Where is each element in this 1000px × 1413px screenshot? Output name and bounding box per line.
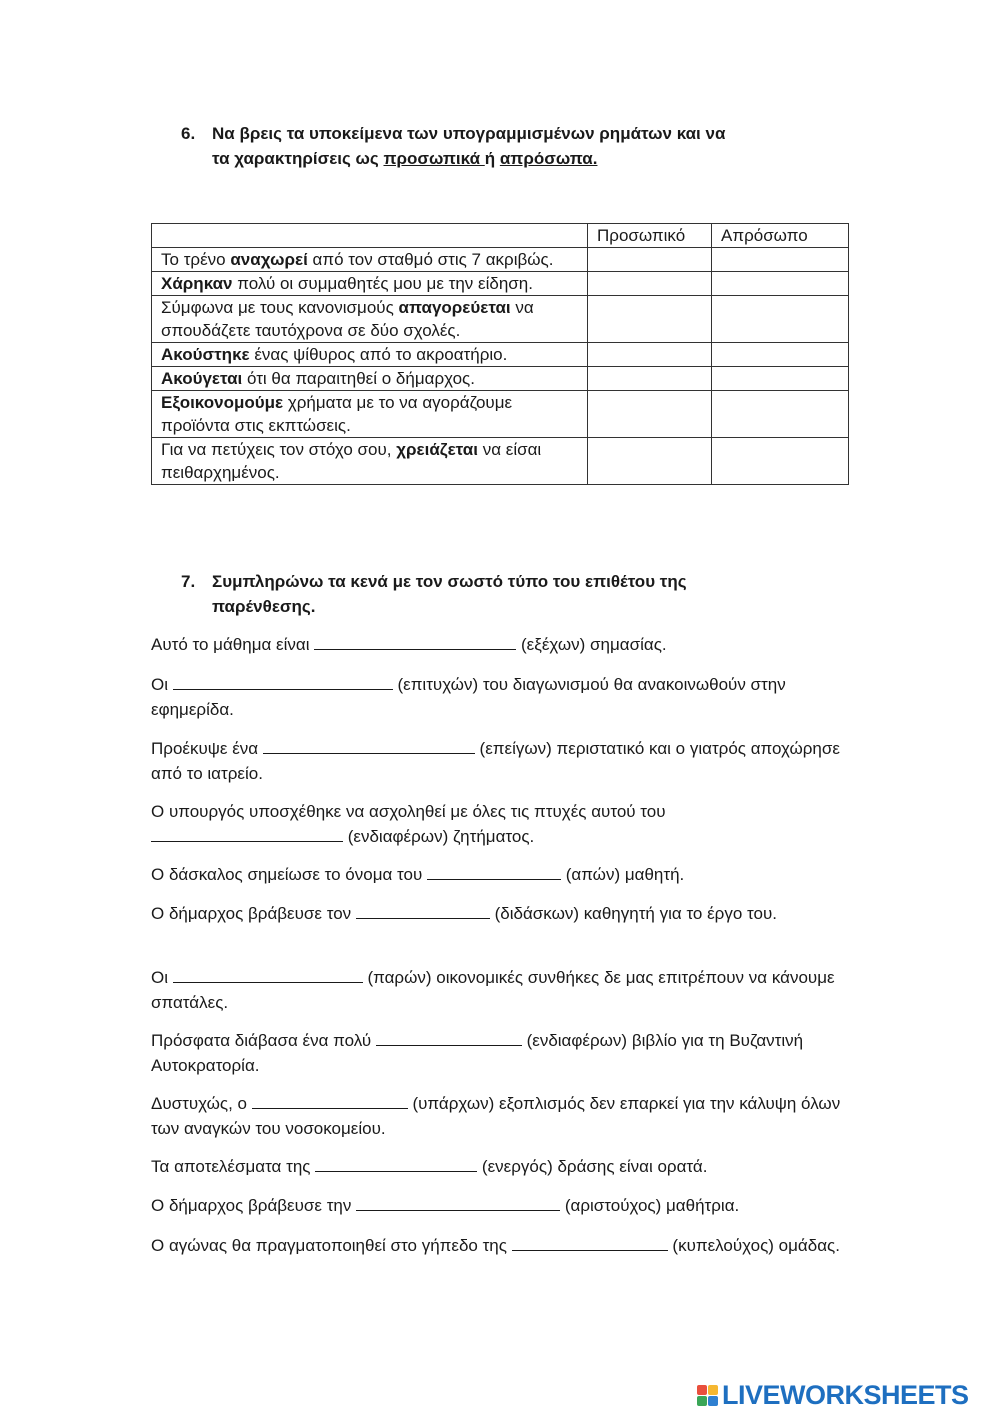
- liveworksheets-logo-text: LIVEWORKSHEETS: [722, 1379, 969, 1410]
- table-header-personal: Προσωπικό: [588, 224, 712, 248]
- question-6-line-2: [212, 146, 833, 171]
- liveworksheets-logo-icon: [697, 1385, 718, 1406]
- exercise-text-after: (αριστούχος) μαθήτρια.: [560, 1196, 740, 1215]
- question-7-heading: [183, 569, 833, 619]
- table-row: [152, 391, 849, 438]
- blank-input[interactable]: [151, 826, 343, 842]
- question-7-line-2: παρένθεσης.: [212, 597, 316, 616]
- exercise-item: [151, 1091, 851, 1141]
- impersonal-answer-cell[interactable]: [712, 367, 849, 391]
- sentence-post: χρήματα με το να αγοράζουμε προϊόντα στις εκπτώσεις.: [161, 393, 513, 435]
- exercise-text-after: (επείγων) περιστατικό και ο γιατρός αποχώρησε από το ιατρείο.: [151, 739, 840, 783]
- blank-input[interactable]: [314, 634, 516, 650]
- question-6-or: ή: [484, 149, 500, 168]
- question-7-line-1: Συμπληρώνω τα κενά με τον σωστό τύπο του επιθέτου της: [212, 572, 687, 591]
- table-row: [152, 296, 849, 343]
- impersonal-answer-cell[interactable]: [712, 343, 849, 367]
- exercise-text-after: (διδάσκων) καθηγητή για το έργο του.: [489, 904, 777, 923]
- table-header-impersonal: Απρόσωπο: [712, 224, 849, 248]
- personal-answer-cell[interactable]: [588, 391, 712, 438]
- sentence-post: ότι θα παραιτηθεί ο δήμαρχος.: [242, 369, 475, 388]
- exercise-text-before: Πρόσφατα διάβασα ένα πολύ: [151, 1031, 376, 1050]
- table-row-sentence: [152, 438, 588, 485]
- exercise-item: [151, 862, 851, 887]
- exercise-item: [151, 672, 851, 722]
- exercise-item: [151, 1154, 851, 1179]
- personal-answer-cell[interactable]: [588, 438, 712, 485]
- exercise-text-after: (κυπελούχος) ομάδας.: [667, 1236, 840, 1255]
- exercise-text-after: (παρών) οικονομικές συνθήκες δε μας επιτρέπουν να κάνουμε σπατάλες.: [151, 968, 835, 1012]
- exercise-text-before: Δυστυχώς, ο: [151, 1094, 252, 1113]
- exercise-text-before: Τα αποτελέσματα της: [151, 1157, 316, 1176]
- exercise-item: [151, 632, 851, 657]
- blank-input[interactable]: [356, 903, 490, 919]
- impersonal-answer-cell[interactable]: [712, 296, 849, 343]
- sentence-pre: Για να πετύχεις τον στόχο σου,: [161, 440, 397, 459]
- blank-input[interactable]: [512, 1235, 668, 1251]
- exercise-text-after: (απών) μαθητή.: [560, 865, 685, 884]
- table-row: [152, 272, 849, 296]
- blank-input[interactable]: [263, 738, 475, 754]
- exercise-text-before: Οι: [151, 968, 173, 987]
- sentence-post: να είσαι πειθαρχημένος.: [161, 440, 542, 482]
- exercise-text-before: Οι: [151, 675, 173, 694]
- question-6-number: 6.: [181, 124, 196, 143]
- exercise-text-after: (ενδιαφέρων) ζητήματος.: [343, 827, 535, 846]
- exercise-text-before: Ο υπουργός υποσχέθηκε να ασχοληθεί με όλες τις πτυχές αυτού του: [151, 802, 666, 821]
- sentence-post: από τον σταθμό στις 7 ακριβώς.: [307, 250, 554, 269]
- exercise-item: [151, 1233, 851, 1258]
- underlined-impersonal: απρόσωπα.: [499, 149, 598, 168]
- sentence-post: να σπουδάζετε ταυτόχρονα σε δύο σχολές.: [161, 298, 534, 340]
- table-row-sentence: [152, 391, 588, 438]
- sentence-post: ένας ψίθυρος από το ακροατήριο.: [249, 345, 508, 364]
- sentence-verb: Ακούγεται: [161, 369, 243, 388]
- sentence-verb: Χάρηκαν: [161, 274, 233, 293]
- sentence-verb: απαγορεύεται: [398, 298, 511, 317]
- logo-square-green: [697, 1396, 707, 1406]
- impersonal-answer-cell[interactable]: [712, 391, 849, 438]
- exercise-text-before: Ο δήμαρχος βράβευσε την: [151, 1196, 357, 1215]
- exercise-item: [151, 736, 851, 786]
- impersonal-answer-cell[interactable]: [712, 272, 849, 296]
- table-row-sentence: [152, 343, 588, 367]
- exercise-text-before: Ο δήμαρχος βράβευσε τον: [151, 904, 356, 923]
- blank-input[interactable]: [315, 1156, 477, 1172]
- blank-input[interactable]: [173, 967, 363, 983]
- exercise-item: [151, 1193, 851, 1218]
- sentence-verb: χρειάζεται: [396, 440, 478, 459]
- question-6-heading: [183, 121, 833, 171]
- blank-input[interactable]: [356, 1195, 560, 1211]
- logo-square-red: [697, 1385, 707, 1395]
- blank-input[interactable]: [427, 864, 561, 880]
- personal-answer-cell[interactable]: [588, 272, 712, 296]
- sentence-pre: Το τρένο: [161, 250, 231, 269]
- logo-square-blue: [708, 1396, 718, 1406]
- table-header-row: [152, 224, 849, 248]
- table-row-sentence: [152, 367, 588, 391]
- table-row-sentence: [152, 248, 588, 272]
- exercise-text-before: Ο αγώνας θα πραγματοποιηθεί στο γήπεδο της: [151, 1236, 512, 1255]
- exercise-item: [151, 901, 851, 926]
- blank-input[interactable]: [376, 1030, 522, 1046]
- exercise-text-after: (ενδιαφέρων) βιβλίο για τη Βυζαντινή Αυτοκρατορία.: [151, 1031, 804, 1075]
- impersonal-answer-cell[interactable]: [712, 248, 849, 272]
- sentence-verb: Ακούστηκε: [161, 345, 250, 364]
- personal-answer-cell[interactable]: [588, 367, 712, 391]
- sentence-verb: αναχωρεί: [230, 250, 308, 269]
- sentence-verb: Εξοικονομούμε: [161, 393, 284, 412]
- exercise-text-before: Προέκυψε ένα: [151, 739, 263, 758]
- logo-square-yellow: [708, 1385, 718, 1395]
- impersonal-answer-cell[interactable]: [712, 438, 849, 485]
- exercise-text-after: (ενεργός) δράσης είναι ορατά.: [477, 1157, 708, 1176]
- personal-answer-cell[interactable]: [588, 343, 712, 367]
- exercise-item: [151, 1028, 851, 1078]
- table-row: [152, 367, 849, 391]
- exercise-item: [151, 965, 851, 1015]
- table-row: [152, 248, 849, 272]
- table-row-sentence: [152, 272, 588, 296]
- sentence-pre: Σύμφωνα με τους κανονισμούς: [161, 298, 399, 317]
- table-row: [152, 438, 849, 485]
- question-6-line-2-text: τα χαρακτηρίσεις ως: [212, 149, 384, 168]
- verbs-classification-table: [151, 223, 849, 485]
- blank-input[interactable]: [252, 1093, 408, 1109]
- exercise-text-after: (υπάρχων) εξοπλισμός δεν επαρκεί για την κάλυψη όλων των αναγκών του νοσοκομείου.: [151, 1094, 841, 1138]
- blank-input[interactable]: [173, 674, 393, 690]
- exercise-text-after: (εξέχων) σημασίας.: [516, 635, 667, 654]
- personal-answer-cell[interactable]: [588, 248, 712, 272]
- table-row-sentence: [152, 296, 588, 343]
- table-row: [152, 343, 849, 367]
- personal-answer-cell[interactable]: [588, 296, 712, 343]
- exercise-text-after: (επιτυχών) του διαγωνισμού θα ανακοινωθούν στην εφημερίδα.: [151, 675, 786, 719]
- underlined-personal: προσωπικά: [383, 149, 485, 168]
- table-header-sentence: [152, 224, 588, 248]
- exercise-text-before: Αυτό το μάθημα είναι: [151, 635, 315, 654]
- exercise-text-before: Ο δάσκαλος σημείωσε το όνομα του: [151, 865, 427, 884]
- exercise-item: [151, 799, 851, 849]
- question-7-number: 7.: [181, 572, 196, 591]
- sentence-post: πολύ οι συμμαθητές μου με την είδηση.: [232, 274, 533, 293]
- liveworksheets-logo[interactable]: [697, 1380, 969, 1410]
- question-6-line-1: Να βρεις τα υποκείμενα των υπογραμμισμένων ρημάτων και να: [212, 124, 726, 143]
